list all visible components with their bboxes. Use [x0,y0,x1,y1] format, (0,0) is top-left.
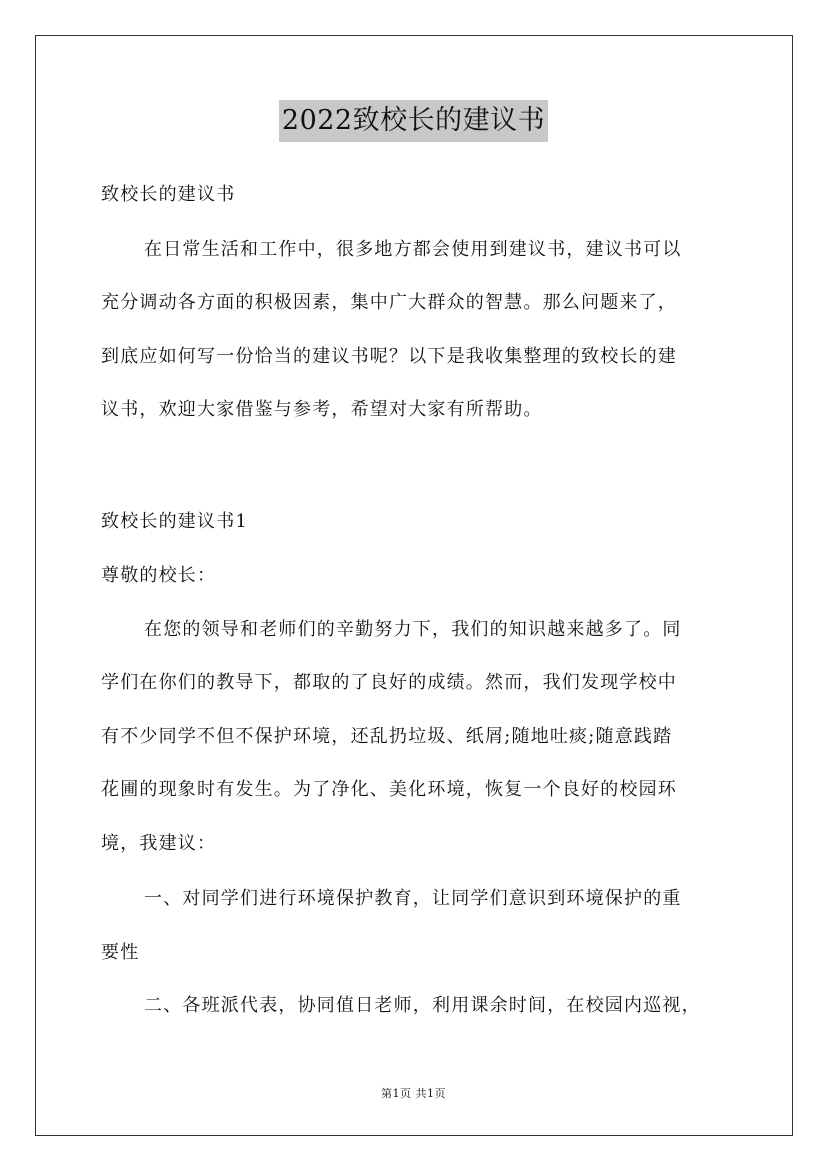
intro-line: 到底应如何写一份恰当的建议书呢？以下是我收集整理的致校长的建 [101,346,677,367]
body-line: 境，我建议： [101,833,217,854]
body-line: 在您的领导和老师们的辛勤努力下，我们的知识越来越多了。同 [144,619,682,640]
body-line: 学们在你们的教导下，都取的了良好的成绩。然而，我们发现学校中 [101,672,677,693]
point-2-line: 二、各班派代表，协同值日老师，利用课余时间，在校园内巡视， [144,995,701,1016]
point-1-line: 要性 [101,942,140,963]
document-subtitle: 致校长的建议书 [101,184,236,205]
intro-line: 议书，欢迎大家借鉴与参考，希望对大家有所帮助。 [101,399,543,420]
section-heading: 致校长的建议书1 [101,511,249,532]
document-title: 2022致校长的建议书 [279,100,548,142]
intro-line: 充分调动各方面的积极因素，集中广大群众的智慧。那么问题来了， [101,292,677,313]
page-number: 第1页 共1页 [381,1087,446,1100]
title-container [0,100,827,142]
page-footer [0,1085,827,1101]
point-1-line: 一、对同学们进行环境保护教育，让同学们意识到环境保护的重 [144,888,682,909]
body-line: 有不少同学不但不保护环境，还乱扔垃圾、纸屑;随地吐痰;随意践踏 [101,726,673,747]
body-line: 花圃的现象时有发生。为了净化、美化环境，恢复一个良好的校园环 [101,779,677,800]
intro-line: 在日常生活和工作中，很多地方都会使用到建议书，建议书可以 [144,239,682,260]
salutation: 尊敬的校长： [101,565,217,586]
